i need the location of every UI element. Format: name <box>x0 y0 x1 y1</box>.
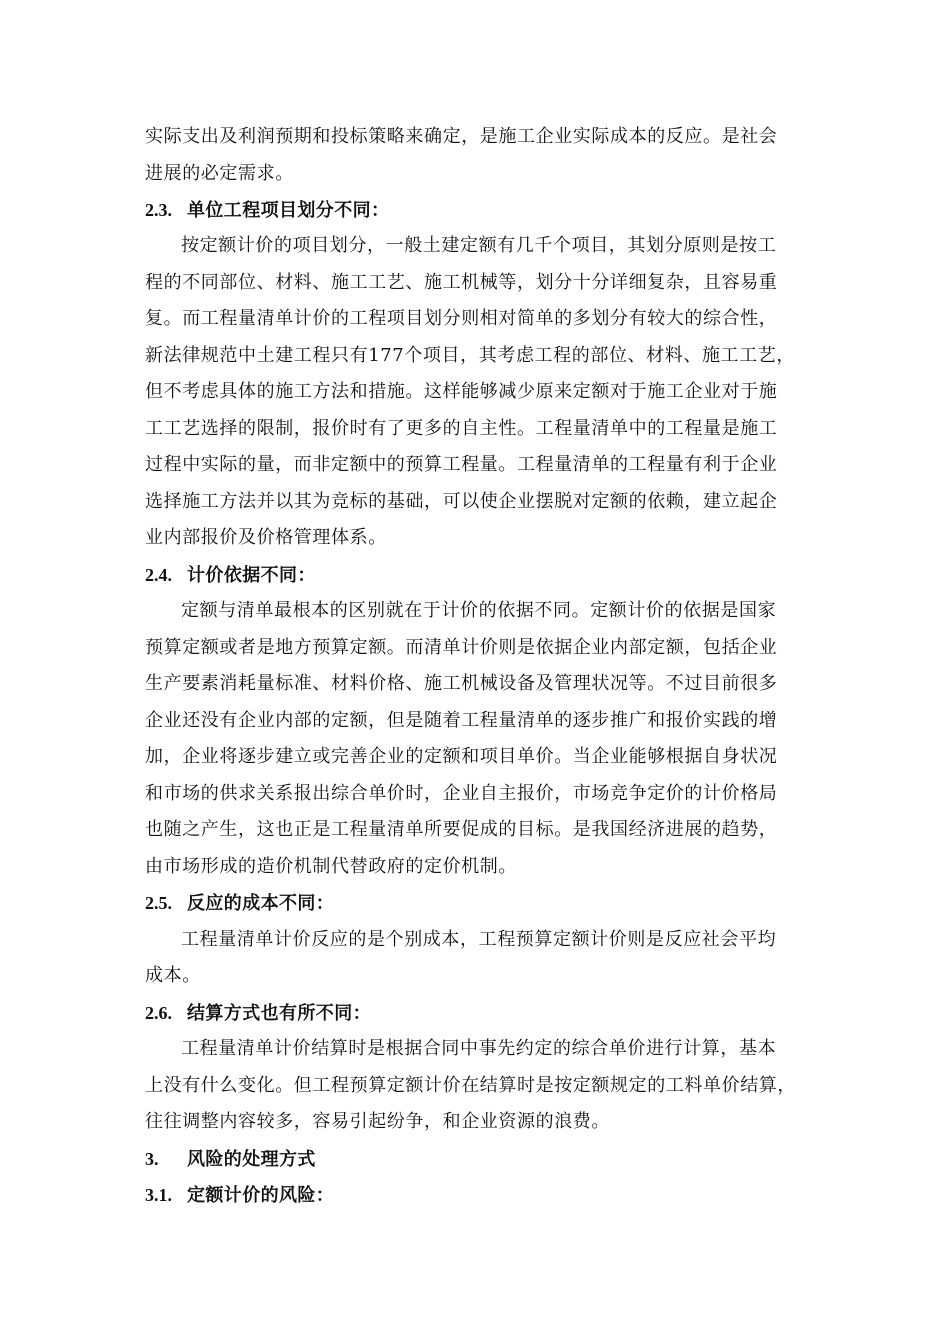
body-line: 工工艺选择的限制，报价时有了更多的自主性。工程量清单中的工程量是施工 <box>145 418 778 439</box>
section-number: 3. <box>145 1149 159 1169</box>
body-line: 由市场形成的造价机制代替政府的定价机制。 <box>145 856 517 877</box>
section-heading-3-1 <box>145 1183 825 1208</box>
paragraph-first-line: 工程量清单计价反应的是个别成本，工程预算定额计价则是反应社会平均 <box>181 929 777 950</box>
section-number: 3.1. <box>145 1185 172 1205</box>
body-line: 企业还没有企业内部的定额，但是随着工程量清单的逐步推广和报价实践的增 <box>145 710 778 731</box>
body-line: 往往调整内容较多，容易引起纷争，和企业资源的浪费。 <box>145 1111 610 1132</box>
paragraph-first-line: 按定额计价的项目划分，一般土建定额有几千个项目，其划分原则是按工 <box>181 235 777 256</box>
body-line: 加，企业将逐步建立或完善企业的定额和项目单价。当企业能够根据自身状况 <box>145 746 778 767</box>
body-line: 上没有什么变化。但工程预算定额计价在结算时是按定额规定的工料单价结算， <box>145 1075 796 1096</box>
body-line: 也随之产生，这也正是工程量清单所要促成的目标。是我国经济进展的趋势， <box>145 819 778 840</box>
section-number: 2.5. <box>145 893 172 913</box>
body-line: 业内部报价及价格管理体系。 <box>145 527 387 548</box>
section-title: 单位工程项目划分不同： <box>187 200 390 221</box>
section-title: 计价依据不同： <box>187 565 316 586</box>
paragraph-first-line: 工程量清单计价结算时是根据合同中事先约定的综合单价进行计算，基本 <box>181 1038 777 1059</box>
section-title: 风险的处理方式 <box>187 1149 316 1170</box>
body-line: 但不考虑具体的施工方法和措施。这样能够减少原来定额对于施工企业对于施 <box>145 381 778 402</box>
section-heading-3 <box>145 1147 825 1172</box>
body-line: 复。而工程量清单计价的工程项目划分则相对简单的多划分有较大的综合性， <box>145 308 778 329</box>
section-title: 反应的成本不同： <box>187 893 335 914</box>
body-line: 和市场的供求关系报出综合单价时，企业自主报价，市场竞争定价的计价格局 <box>145 783 778 804</box>
section-heading-2-4 <box>145 563 825 588</box>
section-title: 结算方式也有所不同： <box>187 1003 371 1024</box>
body-line: 程的不同部位、材料、施工工艺、施工机械等，划分十分详细复杂，且容易重 <box>145 272 778 293</box>
section-title: 定额计价的风险： <box>187 1185 335 1206</box>
body-line: 进展的必定需求。 <box>145 163 294 184</box>
section-number: 2.3. <box>145 200 172 220</box>
body-line: 预算定额或者是地方预算定额。而清单计价则是依据企业内部定额，包括企业 <box>145 637 778 658</box>
body-line: 选择施工方法并以其为竞标的基础，可以使企业摆脱对定额的依赖，建立起企 <box>145 491 778 512</box>
body-line: 生产要素消耗量标准、材料价格、施工机械设备及管理状况等。不过目前很多 <box>145 673 778 694</box>
paragraph-first-line: 定额与清单最根本的区别就在于计价的依据不同。定额计价的依据是国家 <box>181 600 777 621</box>
body-line: 新法律规范中土建工程只有177个项目，其考虑工程的部位、材料、施工工艺， <box>145 345 795 366</box>
section-heading-2-3 <box>145 198 825 223</box>
body-line: 实际支出及利润预期和投标策略来确定，是施工企业实际成本的反应。是社会 <box>145 126 778 147</box>
section-number: 2.6. <box>145 1003 172 1023</box>
body-line: 成本。 <box>145 965 201 986</box>
body-line: 过程中实际的量，而非定额中的预算工程量。工程量清单的工程量有利于企业 <box>145 454 778 475</box>
section-number: 2.4. <box>145 565 172 585</box>
section-heading-2-5 <box>145 891 825 916</box>
section-heading-2-6 <box>145 1001 825 1026</box>
